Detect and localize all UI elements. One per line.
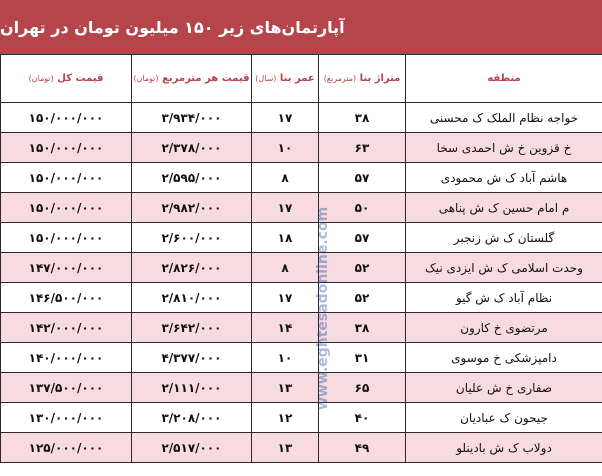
cell-region: دولاب ک ش بادینلو [406,433,602,463]
cell-price-per-m2: ۲/۹۸۲/۰۰۰ [132,193,252,223]
cell-total-price: ۱۵۰/۰۰۰/۰۰۰ [1,163,132,193]
cell-building-age: ۱۷ [252,283,319,313]
cell-price-per-m2: ۲/۵۹۵/۰۰۰ [132,163,252,193]
cell-area: ۳۸ [319,313,406,343]
header-total-price: قیمت کل (تومان) [1,55,132,103]
table-row [1,223,602,253]
cell-region: دامپزشکی خ موسوی [406,343,602,373]
cell-area: ۴۹ [319,433,406,463]
table-row [1,403,602,433]
header-row [1,55,602,103]
cell-region: گلستان ک ش زنجبر [406,223,602,253]
cell-building-age: ۱۳ [252,373,319,403]
table-row [1,283,602,313]
table-title: آپارتمان‌های زیر ۱۵۰ میلیون تومان در تهران [0,0,602,54]
table-row [1,433,602,463]
watermark: www.eghtesadonline.com [315,206,331,410]
cell-price-per-m2: ۳/۶۴۲/۰۰۰ [132,313,252,343]
cell-area: ۶۳ [319,133,406,163]
header-building-age: عمر بنا (سال) [252,55,319,103]
cell-region: صفاری خ ش علیان [406,373,602,403]
apartment-price-table [0,54,602,463]
cell-building-age: ۱۰ [252,343,319,373]
cell-total-price: ۱۳۷/۵۰۰/۰۰۰ [1,373,132,403]
cell-total-price: ۱۳۰/۰۰۰/۰۰۰ [1,403,132,433]
cell-price-per-m2: ۲/۵۱۷/۰۰۰ [132,433,252,463]
cell-area: ۵۲ [319,253,406,283]
cell-building-age: ۸ [252,163,319,193]
cell-price-per-m2: ۲/۳۷۸/۰۰۰ [132,133,252,163]
cell-total-price: ۱۴۶/۵۰۰/۰۰۰ [1,283,132,313]
cell-price-per-m2: ۲/۱۱۱/۰۰۰ [132,373,252,403]
table-row [1,193,602,223]
cell-total-price: ۱۵۰/۰۰۰/۰۰۰ [1,103,132,133]
table-row [1,163,602,193]
cell-total-price: ۱۵۰/۰۰۰/۰۰۰ [1,223,132,253]
cell-building-age: ۱۸ [252,223,319,253]
cell-price-per-m2: ۴/۳۷۷/۰۰۰ [132,343,252,373]
table-row [1,103,602,133]
cell-building-age: ۱۲ [252,403,319,433]
cell-total-price: ۱۴۷/۰۰۰/۰۰۰ [1,253,132,283]
cell-area: ۳۸ [319,103,406,133]
cell-region: وحدت اسلامی ک ش ایزدی نیک [406,253,602,283]
cell-area: ۵۷ [319,163,406,193]
table-row [1,343,602,373]
cell-building-age: ۸ [252,253,319,283]
cell-building-age: ۱۳ [252,433,319,463]
header-region: منطقه [406,55,602,103]
table-row [1,133,602,163]
cell-building-age: ۱۰ [252,133,319,163]
table-row [1,313,602,343]
cell-area: ۵۰ [319,193,406,223]
cell-area: ۳۱ [319,343,406,373]
cell-region: خ قزوین خ ش احمدی سخا [406,133,602,163]
cell-price-per-m2: ۲/۸۲۶/۰۰۰ [132,253,252,283]
cell-total-price: ۱۴۰/۰۰۰/۰۰۰ [1,343,132,373]
cell-area: ۵۲ [319,283,406,313]
cell-region: خواجه نظام الملک ک محسنی [406,103,602,133]
cell-region: جیحون ک عبادیان [406,403,602,433]
table-row [1,373,602,403]
cell-region: هاشم آباد ک ش محمودی [406,163,602,193]
cell-total-price: ۱۵۰/۰۰۰/۰۰۰ [1,193,132,223]
table-row [1,253,602,283]
cell-total-price: ۱۴۲/۰۰۰/۰۰۰ [1,313,132,343]
header-area: متراژ بنا (مترمربع) [319,55,406,103]
header-price-per-m2: قیمت هر مترمربع (تومان) [132,55,252,103]
cell-area: ۶۵ [319,373,406,403]
cell-price-per-m2: ۲/۸۱۰/۰۰۰ [132,283,252,313]
cell-region: م امام حسین ک ش پناهی [406,193,602,223]
cell-price-per-m2: ۲/۶۰۰/۰۰۰ [132,223,252,253]
cell-total-price: ۱۲۵/۰۰۰/۰۰۰ [1,433,132,463]
cell-area: ۴۰ [319,403,406,433]
cell-building-age: ۱۷ [252,193,319,223]
cell-price-per-m2: ۳/۲۰۸/۰۰۰ [132,403,252,433]
cell-region: مرتضوی خ کارون [406,313,602,343]
cell-area: ۵۷ [319,223,406,253]
cell-price-per-m2: ۳/۹۳۴/۰۰۰ [132,103,252,133]
cell-total-price: ۱۵۰/۰۰۰/۰۰۰ [1,133,132,163]
cell-building-age: ۱۷ [252,103,319,133]
cell-region: نظام آباد ک ش گیو [406,283,602,313]
cell-building-age: ۱۴ [252,313,319,343]
